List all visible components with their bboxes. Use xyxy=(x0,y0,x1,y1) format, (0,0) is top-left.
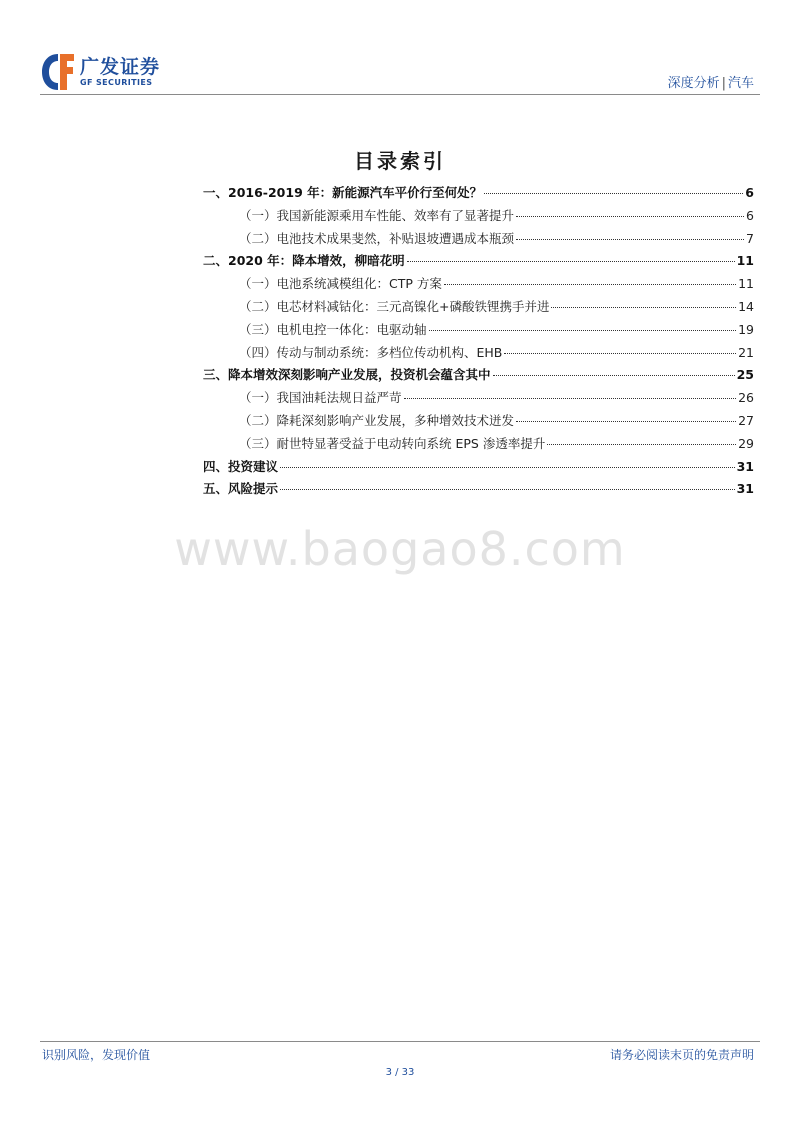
toc-entry-page: 7 xyxy=(746,230,754,246)
report-sector: 汽车 xyxy=(727,76,754,91)
toc-leader-dots xyxy=(551,307,736,308)
toc-entry-label: （一）电池系统减模组化：CTP 方案 xyxy=(239,276,442,292)
toc-entry-label: （一）我国新能源乘用车性能、效率有了显著提升 xyxy=(239,207,515,223)
toc-title: 目录索引 xyxy=(354,149,446,173)
toc-entry-label: （一）我国油耗法规日益严苛 xyxy=(239,390,402,406)
toc-entry-label: （三）耐世特显著受益于电动转向系统 EPS 渗透率提升 xyxy=(239,435,546,451)
report-type: 深度分析 xyxy=(667,76,720,91)
gf-securities-logo-icon xyxy=(40,52,76,92)
toc-leader-dots xyxy=(404,398,737,399)
toc-entry-label: 二、2020 年：降本增效，柳暗花明 xyxy=(203,253,405,269)
toc-section-entry[interactable] xyxy=(203,183,754,206)
toc-leader-dots xyxy=(516,216,744,217)
toc-entry-label: （三）电机电控一体化：电驱动轴 xyxy=(239,321,427,337)
company-logo xyxy=(40,52,160,92)
toc-leader-dots xyxy=(504,353,736,354)
toc-entry-label: （二）电芯材料减钴化：三元高镍化+磷酸铁锂携手并进 xyxy=(239,298,550,314)
toc-entry-label: 一、2016-2019 年：新能源汽车平价行至何处？ xyxy=(203,185,483,200)
logo-name-cn: 广发证券 xyxy=(80,56,161,78)
toc-subsection-entry[interactable] xyxy=(203,388,754,411)
logo-text xyxy=(80,56,160,88)
toc-leader-dots xyxy=(407,261,735,262)
toc-leader-dots xyxy=(547,444,736,445)
toc-entry-page: 31 xyxy=(736,481,754,497)
toc-section-entry[interactable] xyxy=(203,251,754,274)
report-category xyxy=(668,72,754,91)
toc-subsection-entry[interactable] xyxy=(203,434,754,457)
toc-subsection-entry[interactable] xyxy=(203,411,754,434)
toc-leader-dots xyxy=(484,193,743,194)
header-divider xyxy=(40,94,760,95)
watermark: www.baogao8.com xyxy=(174,522,626,576)
footer-disclaimer-note: 请务必阅读末页的免责声明 xyxy=(609,1048,754,1062)
toc-entry-label: （二）降耗深刻影响产业发展，多种增效技术迸发 xyxy=(239,412,515,428)
toc-entry-label: 四、投资建议 xyxy=(203,458,279,474)
toc-leader-dots xyxy=(516,239,744,240)
footer-divider xyxy=(40,1041,760,1042)
toc-entry-page: 19 xyxy=(738,321,754,337)
toc-leader-dots xyxy=(444,284,736,285)
toc-entry-label: 五、风险提示 xyxy=(203,481,279,497)
toc-leader-dots xyxy=(280,489,735,490)
toc-entry-page: 6 xyxy=(746,207,754,223)
toc-entry-page: 29 xyxy=(738,435,754,451)
toc-entry-page: 25 xyxy=(736,367,754,383)
toc-subsection-entry[interactable] xyxy=(203,229,754,252)
toc-subsection-entry[interactable] xyxy=(203,274,754,297)
toc-subsection-entry[interactable] xyxy=(203,320,754,343)
toc-entry-page: 21 xyxy=(738,344,754,360)
footer-slogan: 识别风险，发现价值 xyxy=(42,1048,151,1062)
header-separator: | xyxy=(721,76,726,91)
toc-leader-dots xyxy=(280,467,735,468)
toc-entry-page: 6 xyxy=(745,185,754,200)
toc-leader-dots xyxy=(429,330,737,331)
toc-section-entry[interactable] xyxy=(203,365,754,388)
toc-section-entry[interactable] xyxy=(203,457,754,480)
toc-entry-page: 31 xyxy=(736,458,754,474)
page-number: 3 / 33 xyxy=(385,1067,415,1078)
toc-entry-page: 11 xyxy=(736,253,754,269)
toc-entry-page: 27 xyxy=(738,412,754,428)
toc-subsection-entry[interactable] xyxy=(203,343,754,366)
toc-entry-page: 11 xyxy=(738,276,754,292)
toc-subsection-entry[interactable] xyxy=(203,297,754,320)
toc-entry-label: （二）电池技术成果斐然，补贴退坡遭遇成本瓶颈 xyxy=(239,230,515,246)
toc-entry-label: 三、降本增效深刻影响产业发展，投资机会蕴含其中 xyxy=(203,367,491,383)
logo-name-en: GF SECURITIES xyxy=(80,78,153,87)
toc-section-entry[interactable] xyxy=(203,479,754,502)
toc-leader-dots xyxy=(493,375,735,376)
toc-leader-dots xyxy=(516,421,736,422)
toc-entry-label: （四）传动与制动系统：多档位传动机构、EHB xyxy=(239,344,503,360)
toc-entry-page: 26 xyxy=(738,390,754,406)
table-of-contents xyxy=(203,183,754,502)
toc-entry-page: 14 xyxy=(738,298,754,314)
toc-subsection-entry[interactable] xyxy=(203,206,754,229)
